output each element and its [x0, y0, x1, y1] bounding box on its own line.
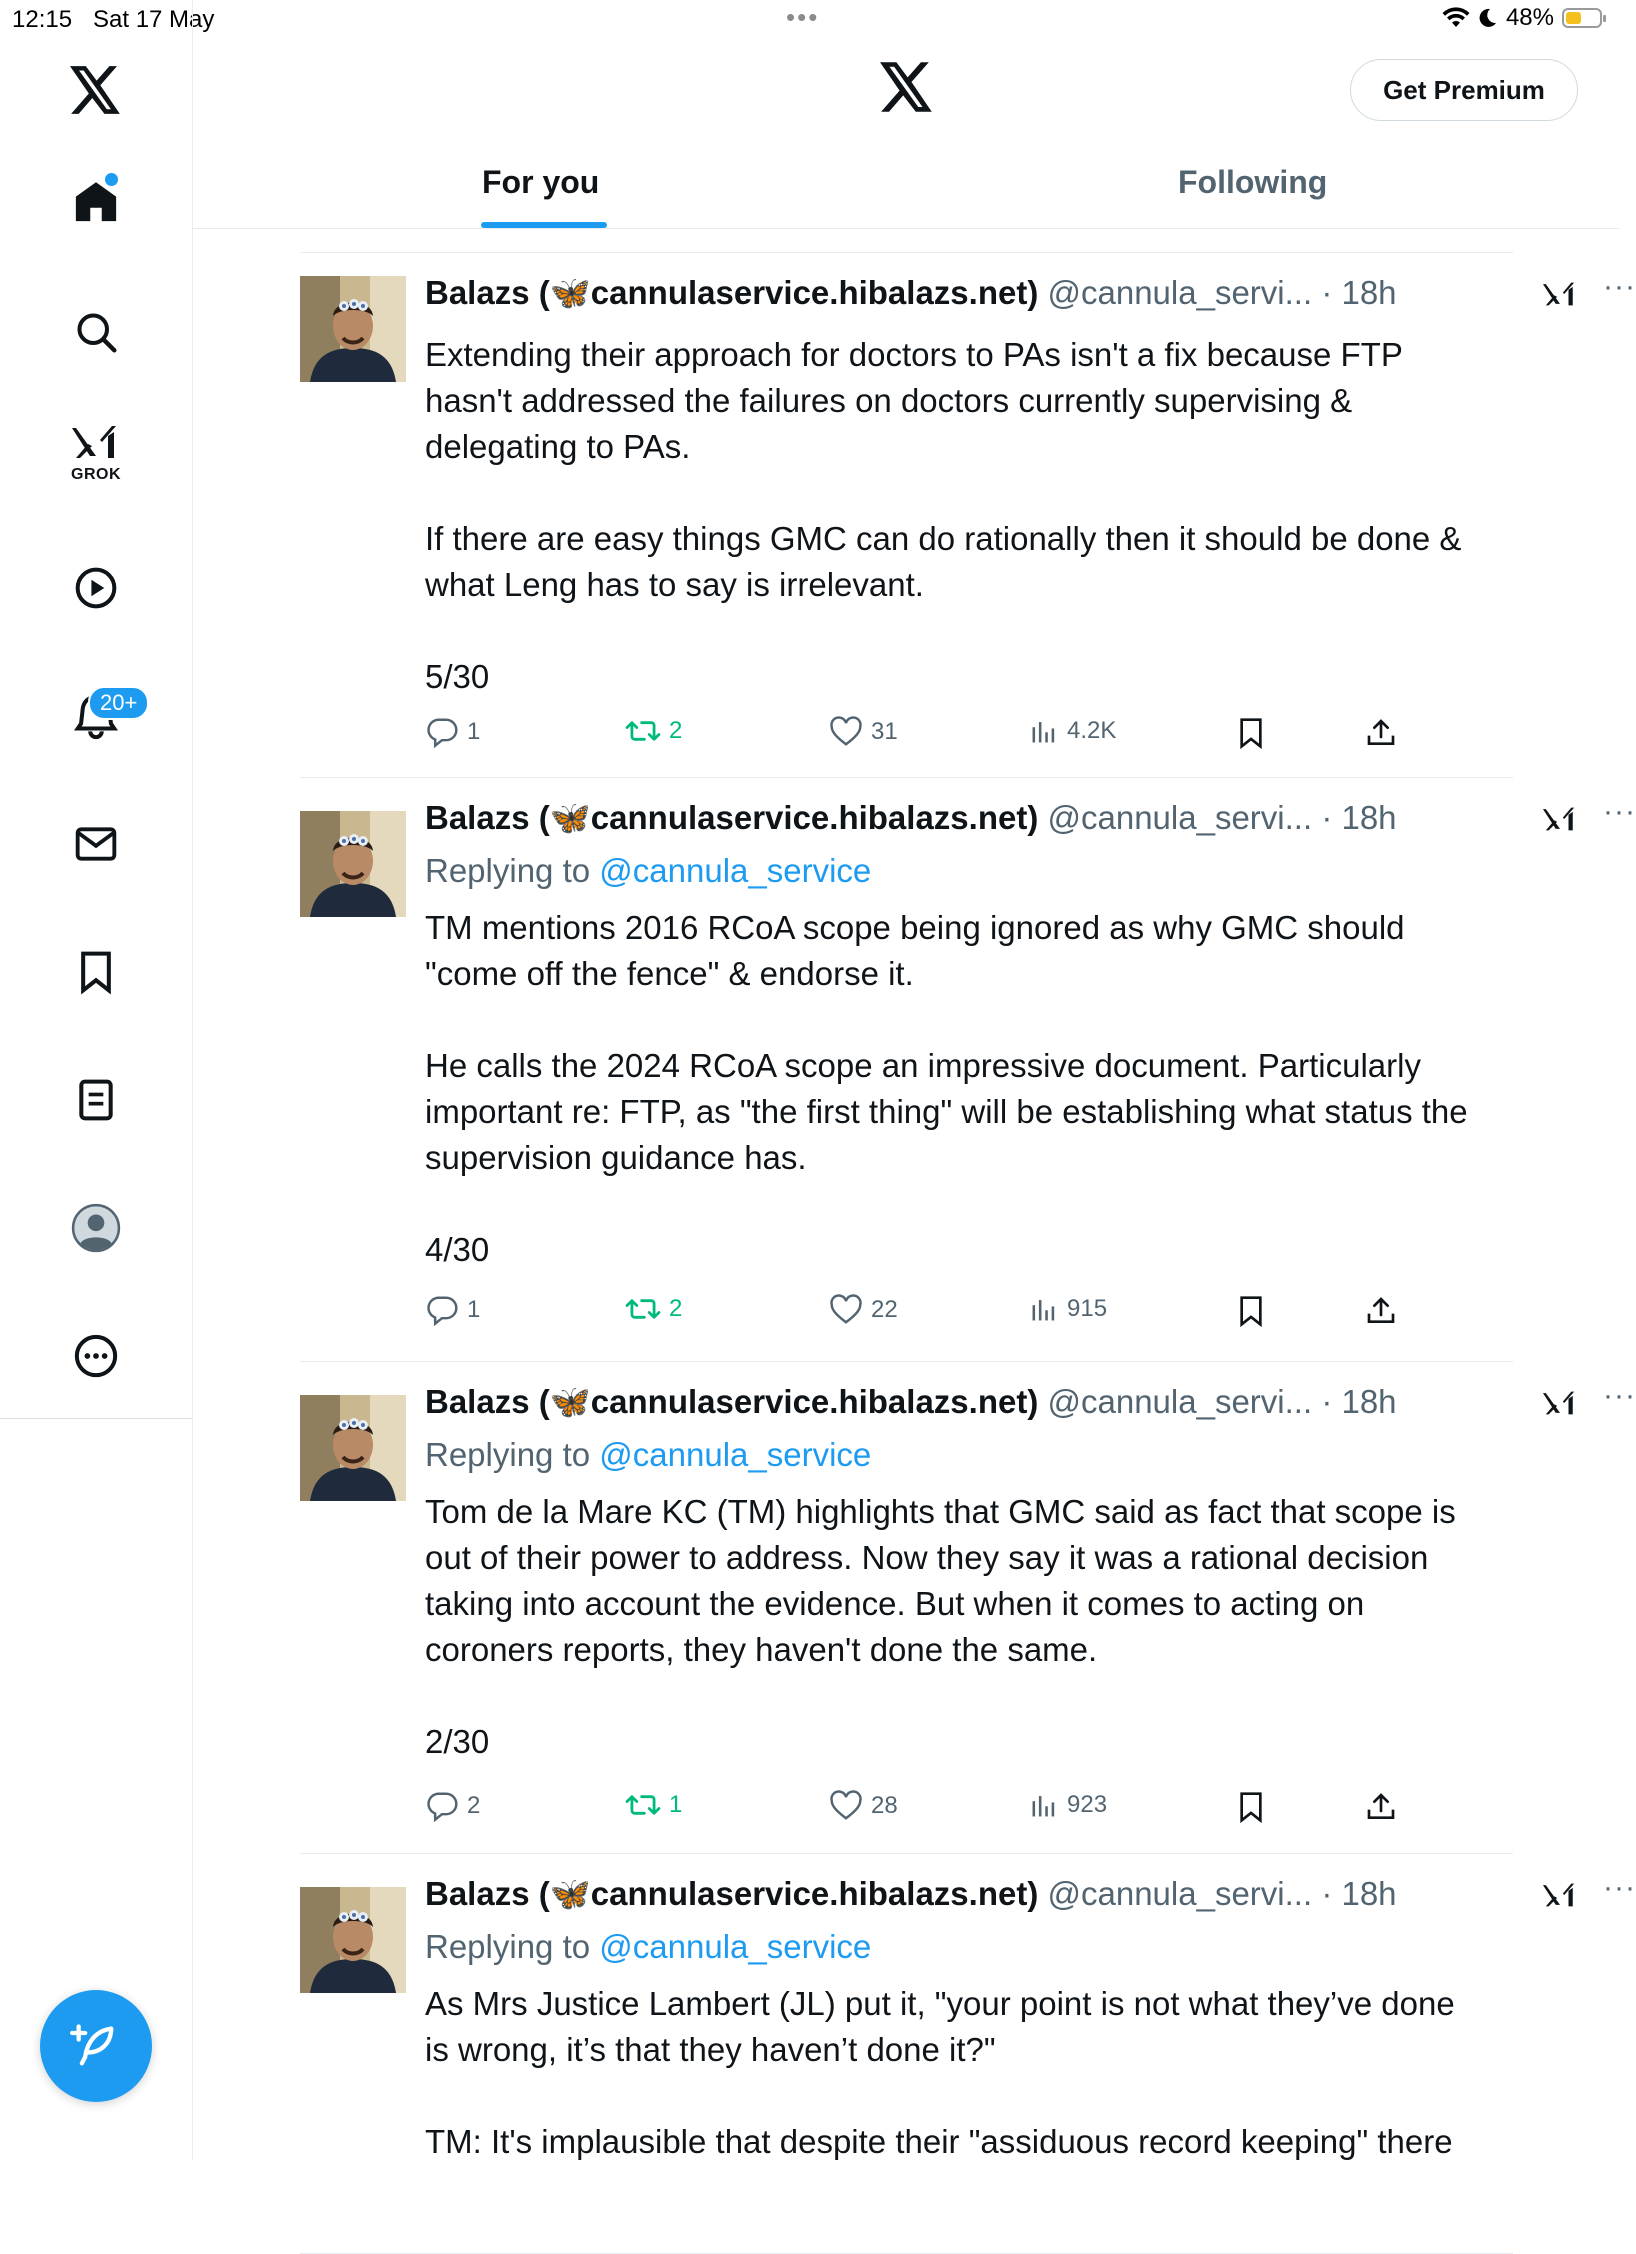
battery-icon: [1562, 8, 1602, 28]
bookmark-icon: [1237, 1295, 1265, 1327]
sidebar-item-bookmarks[interactable]: [48, 924, 144, 1020]
tab-for-you[interactable]: For you: [482, 164, 600, 200]
list-icon: [76, 1078, 116, 1122]
view-count: 4.2K: [1067, 717, 1117, 744]
more-options-icon[interactable]: ···: [1603, 270, 1636, 303]
grok-explain-icon[interactable]: [1543, 803, 1577, 843]
sidebar-divider: [192, 0, 193, 2160]
tweet-time[interactable]: · 18h: [1321, 274, 1397, 311]
author-name[interactable]: Balazs (🦋cannulaservice.hibalazs.net): [425, 1383, 1039, 1420]
replying-to: [425, 1436, 871, 1474]
more-circle-icon: [73, 1333, 119, 1379]
compose-feather-icon: [70, 2020, 122, 2072]
repost-icon: [625, 717, 661, 745]
battery-percent: 48%: [1505, 4, 1554, 31]
more-options-icon[interactable]: ···: [1603, 1379, 1636, 1412]
tweet-time[interactable]: · 18h: [1321, 799, 1397, 836]
like-count: 31: [871, 718, 898, 745]
notifications-badge: 20+: [88, 686, 149, 720]
author-name[interactable]: Balazs (🦋cannulaservice.hibalazs.net): [425, 1875, 1039, 1912]
grok-icon: [72, 420, 120, 464]
bookmark-icon: [1237, 1791, 1265, 1823]
share-button[interactable]: [1365, 1295, 1397, 1327]
tweet-time[interactable]: · 18h: [1321, 1875, 1397, 1912]
moon-icon: [1478, 7, 1498, 29]
repost-count: 2: [669, 717, 683, 744]
profile-avatar-icon: [71, 1203, 121, 1253]
grok-explain-icon[interactable]: [1543, 1387, 1577, 1427]
reply-count: 1: [467, 1296, 481, 1323]
share-icon: [1365, 1295, 1397, 1327]
views-icon: [1029, 717, 1059, 745]
x-logo-icon[interactable]: [48, 42, 144, 138]
sidebar-item-home[interactable]: [48, 154, 144, 250]
repost-button[interactable]: [625, 1791, 682, 1819]
home-notification-dot: [105, 173, 118, 186]
tweet-text: As Mrs Justice Lambert (JL) put it, "your point is not what they’ve done is wrong, it’s that they haven’t done it?" TM: It's implausible that despite their "assiduous record keeping" there: [425, 1985, 1455, 2160]
compose-post-button[interactable]: [40, 1990, 152, 2102]
reply-icon: [425, 1295, 459, 1325]
reply-icon: [425, 717, 459, 747]
more-options-icon[interactable]: ···: [1603, 1871, 1636, 1904]
author-handle[interactable]: @cannula_servi...: [1047, 799, 1313, 836]
header-x-logo-icon[interactable]: [880, 62, 934, 117]
sidebar-item-profile[interactable]: [48, 1180, 144, 1276]
replying-to: [425, 1928, 871, 1966]
tweet-header: [425, 1871, 1636, 1919]
get-premium-button[interactable]: Get Premium: [1350, 59, 1578, 121]
tweet-header: [425, 795, 1636, 843]
tweet-text: TM mentions 2016 RCoA scope being ignored as why GMC should "come off the fence" & endorse it. He calls the 2024 RCoA scope an impressive document. Particularly important re: FTP, as "the first thing" will be establishing what status the supervision guidance has. 4/30: [425, 909, 1468, 1268]
sidebar-item-lists[interactable]: [48, 1052, 144, 1148]
like-count: 22: [871, 1296, 898, 1323]
bookmark-icon: [76, 950, 116, 994]
status-time: 12:15: [12, 6, 73, 33]
views-icon: [1029, 1791, 1059, 1819]
avatar[interactable]: [300, 1395, 406, 1501]
tweet-header: [425, 270, 1636, 318]
tweet-actions: [425, 717, 1425, 757]
heart-icon: [829, 1791, 863, 1821]
tweet-text: Extending their approach for doctors to PAs isn't a fix because FTP hasn't addressed the failures on doctors currently supervising & delegating to PAs. If there are easy things GMC can do rationally then it should be done & what Leng has to say is irrelevant. 5/30: [425, 336, 1462, 695]
share-button[interactable]: [1365, 717, 1397, 749]
replying-to-handle-link[interactable]: @cannula_service: [599, 852, 872, 889]
tweet[interactable]: [300, 252, 1636, 778]
reply-button[interactable]: [425, 1295, 480, 1325]
tweet-actions: [425, 1791, 1425, 1831]
grok-explain-icon[interactable]: [1543, 278, 1577, 318]
share-icon: [1365, 717, 1397, 749]
sidebar-item-messages[interactable]: [48, 796, 144, 892]
share-button[interactable]: [1365, 1791, 1397, 1823]
replying-prefix: Replying to: [425, 1436, 591, 1473]
views-button[interactable]: [1029, 1791, 1107, 1819]
sidebar-item-explore[interactable]: [48, 284, 144, 380]
sidebar-item-more[interactable]: [48, 1308, 144, 1404]
author-name[interactable]: Balazs (🦋cannulaservice.hibalazs.net): [425, 274, 1039, 311]
tweet-actions: [425, 1295, 1425, 1335]
play-circle-icon: [74, 566, 118, 610]
like-button[interactable]: [829, 1791, 898, 1821]
wifi-icon: [1442, 7, 1470, 29]
bookmark-button[interactable]: [1237, 1791, 1265, 1823]
sidebar-bottom-divider: [0, 1418, 192, 1419]
bookmark-icon: [1237, 717, 1265, 749]
reply-icon: [425, 1791, 459, 1821]
grok-explain-icon[interactable]: [1543, 1879, 1577, 1919]
like-count: 28: [871, 1792, 898, 1819]
replying-prefix: Replying to: [425, 852, 591, 889]
repost-count: 1: [669, 1791, 683, 1818]
replying-prefix: Replying to: [425, 1928, 591, 1965]
timeline-tabs: [193, 150, 1620, 229]
tweet-time[interactable]: · 18h: [1321, 1383, 1397, 1420]
heart-icon: [829, 1295, 863, 1325]
views-button[interactable]: [1029, 717, 1116, 745]
bookmark-button[interactable]: [1237, 1295, 1265, 1327]
view-count: 915: [1067, 1295, 1108, 1322]
tweet[interactable]: [300, 1361, 1636, 1854]
heart-icon: [829, 717, 863, 747]
replying-to-handle-link[interactable]: @cannula_service: [599, 1436, 872, 1473]
status-right: [1442, 4, 1602, 32]
share-icon: [1365, 1791, 1397, 1823]
reply-button[interactable]: [425, 1791, 480, 1821]
author-name[interactable]: Balazs (🦋cannulaservice.hibalazs.net): [425, 799, 1039, 836]
reply-button[interactable]: [425, 717, 480, 747]
replying-to-handle-link[interactable]: @cannula_service: [599, 1928, 872, 1965]
repost-icon: [625, 1791, 661, 1819]
views-button[interactable]: [1029, 1295, 1107, 1323]
grok-label: GROK: [71, 466, 121, 483]
repost-icon: [625, 1295, 661, 1323]
tab-following[interactable]: Following: [1178, 164, 1328, 200]
mail-icon: [74, 824, 118, 864]
sidebar-item-grok[interactable]: [48, 404, 144, 500]
views-icon: [1029, 1295, 1059, 1323]
tweet-text: Tom de la Mare KC (TM) highlights that GMC said as fact that scope is out of their power to address. Now they say it was a rational decision taking into account the evidence. But when it comes to acting on coroners reports, they haven't done the same. 2/30: [425, 1493, 1456, 1760]
status-bar: [0, 0, 1620, 40]
search-icon: [74, 310, 118, 354]
reply-count: 2: [467, 1792, 481, 1819]
multitasking-dots-icon[interactable]: •••: [786, 2, 820, 32]
active-tab-indicator: [481, 222, 607, 228]
repost-button[interactable]: [625, 1295, 682, 1323]
avatar[interactable]: [300, 811, 406, 917]
avatar[interactable]: [300, 276, 406, 382]
tweet[interactable]: [300, 1853, 1636, 2254]
replying-to: [425, 852, 871, 890]
more-options-icon[interactable]: ···: [1603, 795, 1636, 828]
battery-fill: [1566, 12, 1581, 24]
tweet-header: [425, 1379, 1636, 1427]
repost-button[interactable]: [625, 717, 682, 745]
avatar[interactable]: [300, 1887, 406, 1993]
sidebar-item-video[interactable]: [48, 540, 144, 636]
author-handle[interactable]: @cannula_servi...: [1047, 1875, 1313, 1912]
tweet[interactable]: [300, 777, 1636, 1362]
repost-count: 2: [669, 1295, 683, 1322]
author-handle[interactable]: @cannula_servi...: [1047, 1383, 1313, 1420]
bookmark-button[interactable]: [1237, 717, 1265, 749]
view-count: 923: [1067, 1791, 1108, 1818]
like-button[interactable]: [829, 1295, 898, 1325]
author-handle[interactable]: @cannula_servi...: [1047, 274, 1313, 311]
reply-count: 1: [467, 718, 481, 745]
status-date: Sat 17 May: [93, 6, 215, 33]
like-button[interactable]: [829, 717, 898, 747]
